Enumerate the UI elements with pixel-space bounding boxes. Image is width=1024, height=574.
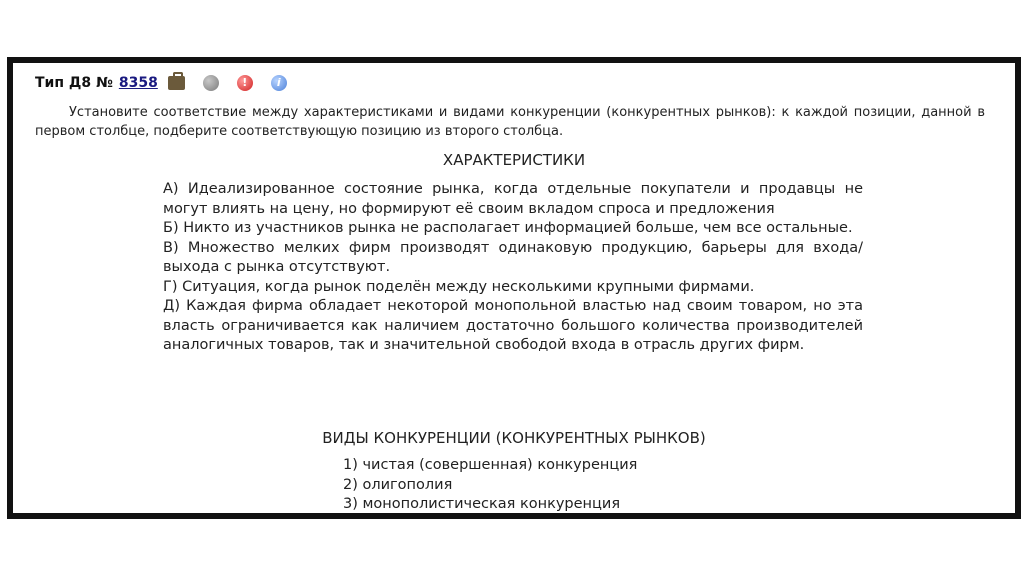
type-item-1: 1) чистая (совершенная) конкуренция xyxy=(343,457,638,473)
characteristic-item-d: Г) Ситуация, когда рынок поделён между несколькими крупными фирмами. xyxy=(163,278,755,295)
characteristics-list xyxy=(163,180,863,356)
grey-circle-icon[interactable] xyxy=(203,75,219,91)
info-icon[interactable]: i xyxy=(271,75,287,91)
task-header xyxy=(35,75,287,91)
exclamation-icon[interactable]: ! xyxy=(237,75,253,91)
task-type-label: Тип Д8 № xyxy=(35,75,113,91)
types-list xyxy=(343,456,637,515)
task-number-link[interactable]: 8358 xyxy=(118,75,158,91)
type-item-3: 3) монополистическая конкуренция xyxy=(343,496,621,512)
task-instruction: Установите соответствие между характеристиками и видами конкуренции (конкурентных рынков): к каждой позиции, данной в первом столбце, подберите соответствующую позицию из второго столбца. xyxy=(35,105,985,139)
characteristic-item-a: А) Идеализированное состояние рынка, когда отдельные покупатели и продавцы не могут влиять на цену, но формируют её своим вкладом спроса и предложения xyxy=(163,181,863,217)
characteristic-item-e: Д) Каждая фирма обладает некоторой монопольной властью над своим товаром, но эта власть ограничивается как наличием достаточно большого количества производителей аналогичных товаров, так и значительной свободой входа в отрасль других фирм. xyxy=(163,298,863,353)
characteristics-title: ХАРАКТЕРИСТИКИ xyxy=(442,151,586,169)
characteristic-item-b: Б) Никто из участников рынка не располагает информацией больше, чем все остальные. xyxy=(163,220,853,236)
types-title: ВИДЫ КОНКУРЕНЦИИ (КОНКУРЕНТНЫХ РЫНКОВ) xyxy=(322,429,706,447)
characteristic-item-c: В) Множество мелких фирм производят одинаковую продукцию, барьеры для входа/выхода с рынка отсутствуют. xyxy=(163,239,863,275)
briefcase-icon[interactable] xyxy=(168,76,185,90)
type-item-2: 2) олигополия xyxy=(343,476,453,493)
slide-frame xyxy=(7,57,1021,519)
